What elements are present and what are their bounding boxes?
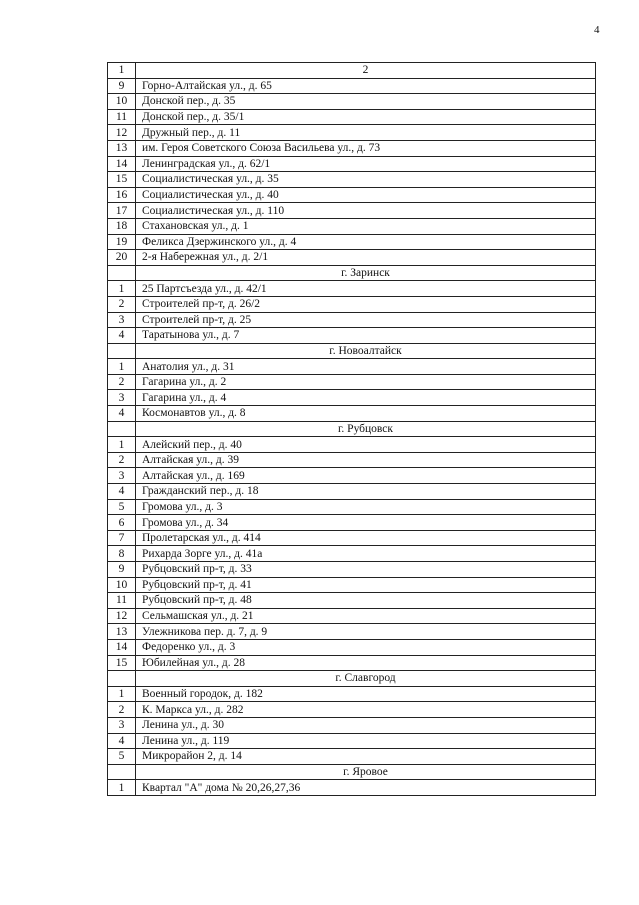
row-number: 16 xyxy=(108,187,136,203)
row-number: 4 xyxy=(108,484,136,500)
row-address: Сельмашская ул., д. 21 xyxy=(136,608,596,624)
city-header-row xyxy=(108,764,596,780)
row-address: Квартал "А" дома № 20,26,27,36 xyxy=(136,780,596,796)
row-address: Дружный пер., д. 11 xyxy=(136,125,596,141)
row-address: Юбилейная ул., д. 28 xyxy=(136,655,596,671)
row-address: Микрорайон 2, д. 14 xyxy=(136,749,596,765)
table-row xyxy=(108,156,596,172)
row-number: 3 xyxy=(108,468,136,484)
table-header-row xyxy=(108,63,596,79)
city-header-row xyxy=(108,671,596,687)
row-number: 9 xyxy=(108,562,136,578)
row-address: Строителей пр-т, д. 25 xyxy=(136,312,596,328)
row-number: 14 xyxy=(108,156,136,172)
row-address: Анатолия ул., д. 31 xyxy=(136,359,596,375)
table-row xyxy=(108,312,596,328)
row-number: 17 xyxy=(108,203,136,219)
table-row xyxy=(108,390,596,406)
row-address: Алтайская ул., д. 39 xyxy=(136,452,596,468)
row-address: Гражданский пер., д. 18 xyxy=(136,484,596,500)
row-address: Гагарина ул., д. 2 xyxy=(136,374,596,390)
row-address: Рубцовский пр-т, д. 48 xyxy=(136,593,596,609)
row-number: 19 xyxy=(108,234,136,250)
table-row xyxy=(108,452,596,468)
city-header-empty-cell xyxy=(108,265,136,281)
row-address: им. Героя Советского Союза Васильева ул., д. 73 xyxy=(136,140,596,156)
row-address: 25 Партсъезда ул., д. 42/1 xyxy=(136,281,596,297)
row-number: 4 xyxy=(108,406,136,422)
row-address: 2-я Набережная ул., д. 2/1 xyxy=(136,250,596,266)
row-number: 2 xyxy=(108,374,136,390)
table-row xyxy=(108,733,596,749)
table-row xyxy=(108,109,596,125)
city-header-empty-cell xyxy=(108,671,136,687)
row-number: 12 xyxy=(108,125,136,141)
table-row xyxy=(108,749,596,765)
table-row xyxy=(108,359,596,375)
table-row xyxy=(108,234,596,250)
table-row xyxy=(108,655,596,671)
row-number: 3 xyxy=(108,717,136,733)
row-number: 12 xyxy=(108,608,136,624)
row-number: 1 xyxy=(108,437,136,453)
table-row xyxy=(108,546,596,562)
row-address: Улежникова пер. д. 7, д. 9 xyxy=(136,624,596,640)
city-header-empty-cell xyxy=(108,764,136,780)
row-number: 14 xyxy=(108,639,136,655)
row-address: Социалистическая ул., д. 40 xyxy=(136,187,596,203)
row-address: Социалистическая ул., д. 110 xyxy=(136,203,596,219)
table-row xyxy=(108,437,596,453)
table-row xyxy=(108,468,596,484)
row-address: Ленина ул., д. 30 xyxy=(136,717,596,733)
row-number: 2 xyxy=(108,452,136,468)
table-row xyxy=(108,328,596,344)
table-row xyxy=(108,780,596,796)
table-row xyxy=(108,717,596,733)
table-row xyxy=(108,203,596,219)
table-row xyxy=(108,250,596,266)
table-row xyxy=(108,140,596,156)
table-row xyxy=(108,296,596,312)
table-row xyxy=(108,406,596,422)
address-table-body xyxy=(108,63,596,796)
row-number: 18 xyxy=(108,218,136,234)
row-number: 8 xyxy=(108,546,136,562)
table-row xyxy=(108,639,596,655)
row-address: Стахановская ул., д. 1 xyxy=(136,218,596,234)
row-address: Алейский пер., д. 40 xyxy=(136,437,596,453)
city-header-row xyxy=(108,421,596,437)
table-row xyxy=(108,515,596,531)
table-row xyxy=(108,218,596,234)
city-name: г. Заринск xyxy=(136,265,596,281)
row-number: 1 xyxy=(108,281,136,297)
row-number: 9 xyxy=(108,78,136,94)
table-row xyxy=(108,374,596,390)
row-address: Пролетарская ул., д. 414 xyxy=(136,530,596,546)
row-number: 4 xyxy=(108,733,136,749)
table-row xyxy=(108,78,596,94)
table-row xyxy=(108,499,596,515)
row-number: 1 xyxy=(108,359,136,375)
row-number: 11 xyxy=(108,109,136,125)
row-number: 1 xyxy=(108,686,136,702)
row-number: 15 xyxy=(108,172,136,188)
table-row xyxy=(108,94,596,110)
row-address: Громова ул., д. 3 xyxy=(136,499,596,515)
row-address: Рубцовский пр-т, д. 41 xyxy=(136,577,596,593)
row-number: 4 xyxy=(108,328,136,344)
table-row xyxy=(108,608,596,624)
row-number: 10 xyxy=(108,94,136,110)
row-address: Военный городок, д. 182 xyxy=(136,686,596,702)
row-address: Федоренко ул., д. 3 xyxy=(136,639,596,655)
row-address: Космонавтов ул., д. 8 xyxy=(136,406,596,422)
row-number: 10 xyxy=(108,577,136,593)
city-name: г. Рубцовск xyxy=(136,421,596,437)
row-number: 13 xyxy=(108,624,136,640)
table-row xyxy=(108,125,596,141)
city-header-empty-cell xyxy=(108,343,136,359)
table-row xyxy=(108,172,596,188)
table-row xyxy=(108,624,596,640)
row-address: Донской пер., д. 35/1 xyxy=(136,109,596,125)
table-row xyxy=(108,577,596,593)
table-row xyxy=(108,686,596,702)
row-number: 1 xyxy=(108,780,136,796)
city-name: г. Яровое xyxy=(136,764,596,780)
city-header-empty-cell xyxy=(108,421,136,437)
table-row xyxy=(108,281,596,297)
row-address: Социалистическая ул., д. 35 xyxy=(136,172,596,188)
row-number: 15 xyxy=(108,655,136,671)
table-row xyxy=(108,702,596,718)
row-number: 3 xyxy=(108,390,136,406)
table-row xyxy=(108,484,596,500)
address-table xyxy=(107,62,596,796)
row-number: 5 xyxy=(108,499,136,515)
city-name: г. Славгород xyxy=(136,671,596,687)
row-address: Ленина ул., д. 119 xyxy=(136,733,596,749)
row-address: Громова ул., д. 34 xyxy=(136,515,596,531)
table-row xyxy=(108,187,596,203)
header-col-1: 1 xyxy=(108,63,136,79)
header-col-2: 2 xyxy=(136,63,596,79)
table-row xyxy=(108,562,596,578)
city-header-row xyxy=(108,265,596,281)
row-number: 7 xyxy=(108,530,136,546)
table-row xyxy=(108,530,596,546)
page-number: 4 xyxy=(594,24,600,36)
row-address: Донской пер., д. 35 xyxy=(136,94,596,110)
row-address: Горно-Алтайская ул., д. 65 xyxy=(136,78,596,94)
row-address: Ленинградская ул., д. 62/1 xyxy=(136,156,596,172)
table-row xyxy=(108,593,596,609)
row-address: К. Маркса ул., д. 282 xyxy=(136,702,596,718)
row-address: Рубцовский пр-т, д. 33 xyxy=(136,562,596,578)
row-number: 2 xyxy=(108,702,136,718)
row-number: 5 xyxy=(108,749,136,765)
row-number: 13 xyxy=(108,140,136,156)
city-name: г. Новоалтайск xyxy=(136,343,596,359)
row-number: 6 xyxy=(108,515,136,531)
row-number: 2 xyxy=(108,296,136,312)
row-address: Алтайская ул., д. 169 xyxy=(136,468,596,484)
row-address: Таратынова ул., д. 7 xyxy=(136,328,596,344)
row-number: 11 xyxy=(108,593,136,609)
row-address: Феликса Дзержинского ул., д. 4 xyxy=(136,234,596,250)
row-number: 3 xyxy=(108,312,136,328)
row-address: Гагарина ул., д. 4 xyxy=(136,390,596,406)
row-number: 20 xyxy=(108,250,136,266)
row-address: Строителей пр-т, д. 26/2 xyxy=(136,296,596,312)
row-address: Рихарда Зорге ул., д. 41а xyxy=(136,546,596,562)
city-header-row xyxy=(108,343,596,359)
